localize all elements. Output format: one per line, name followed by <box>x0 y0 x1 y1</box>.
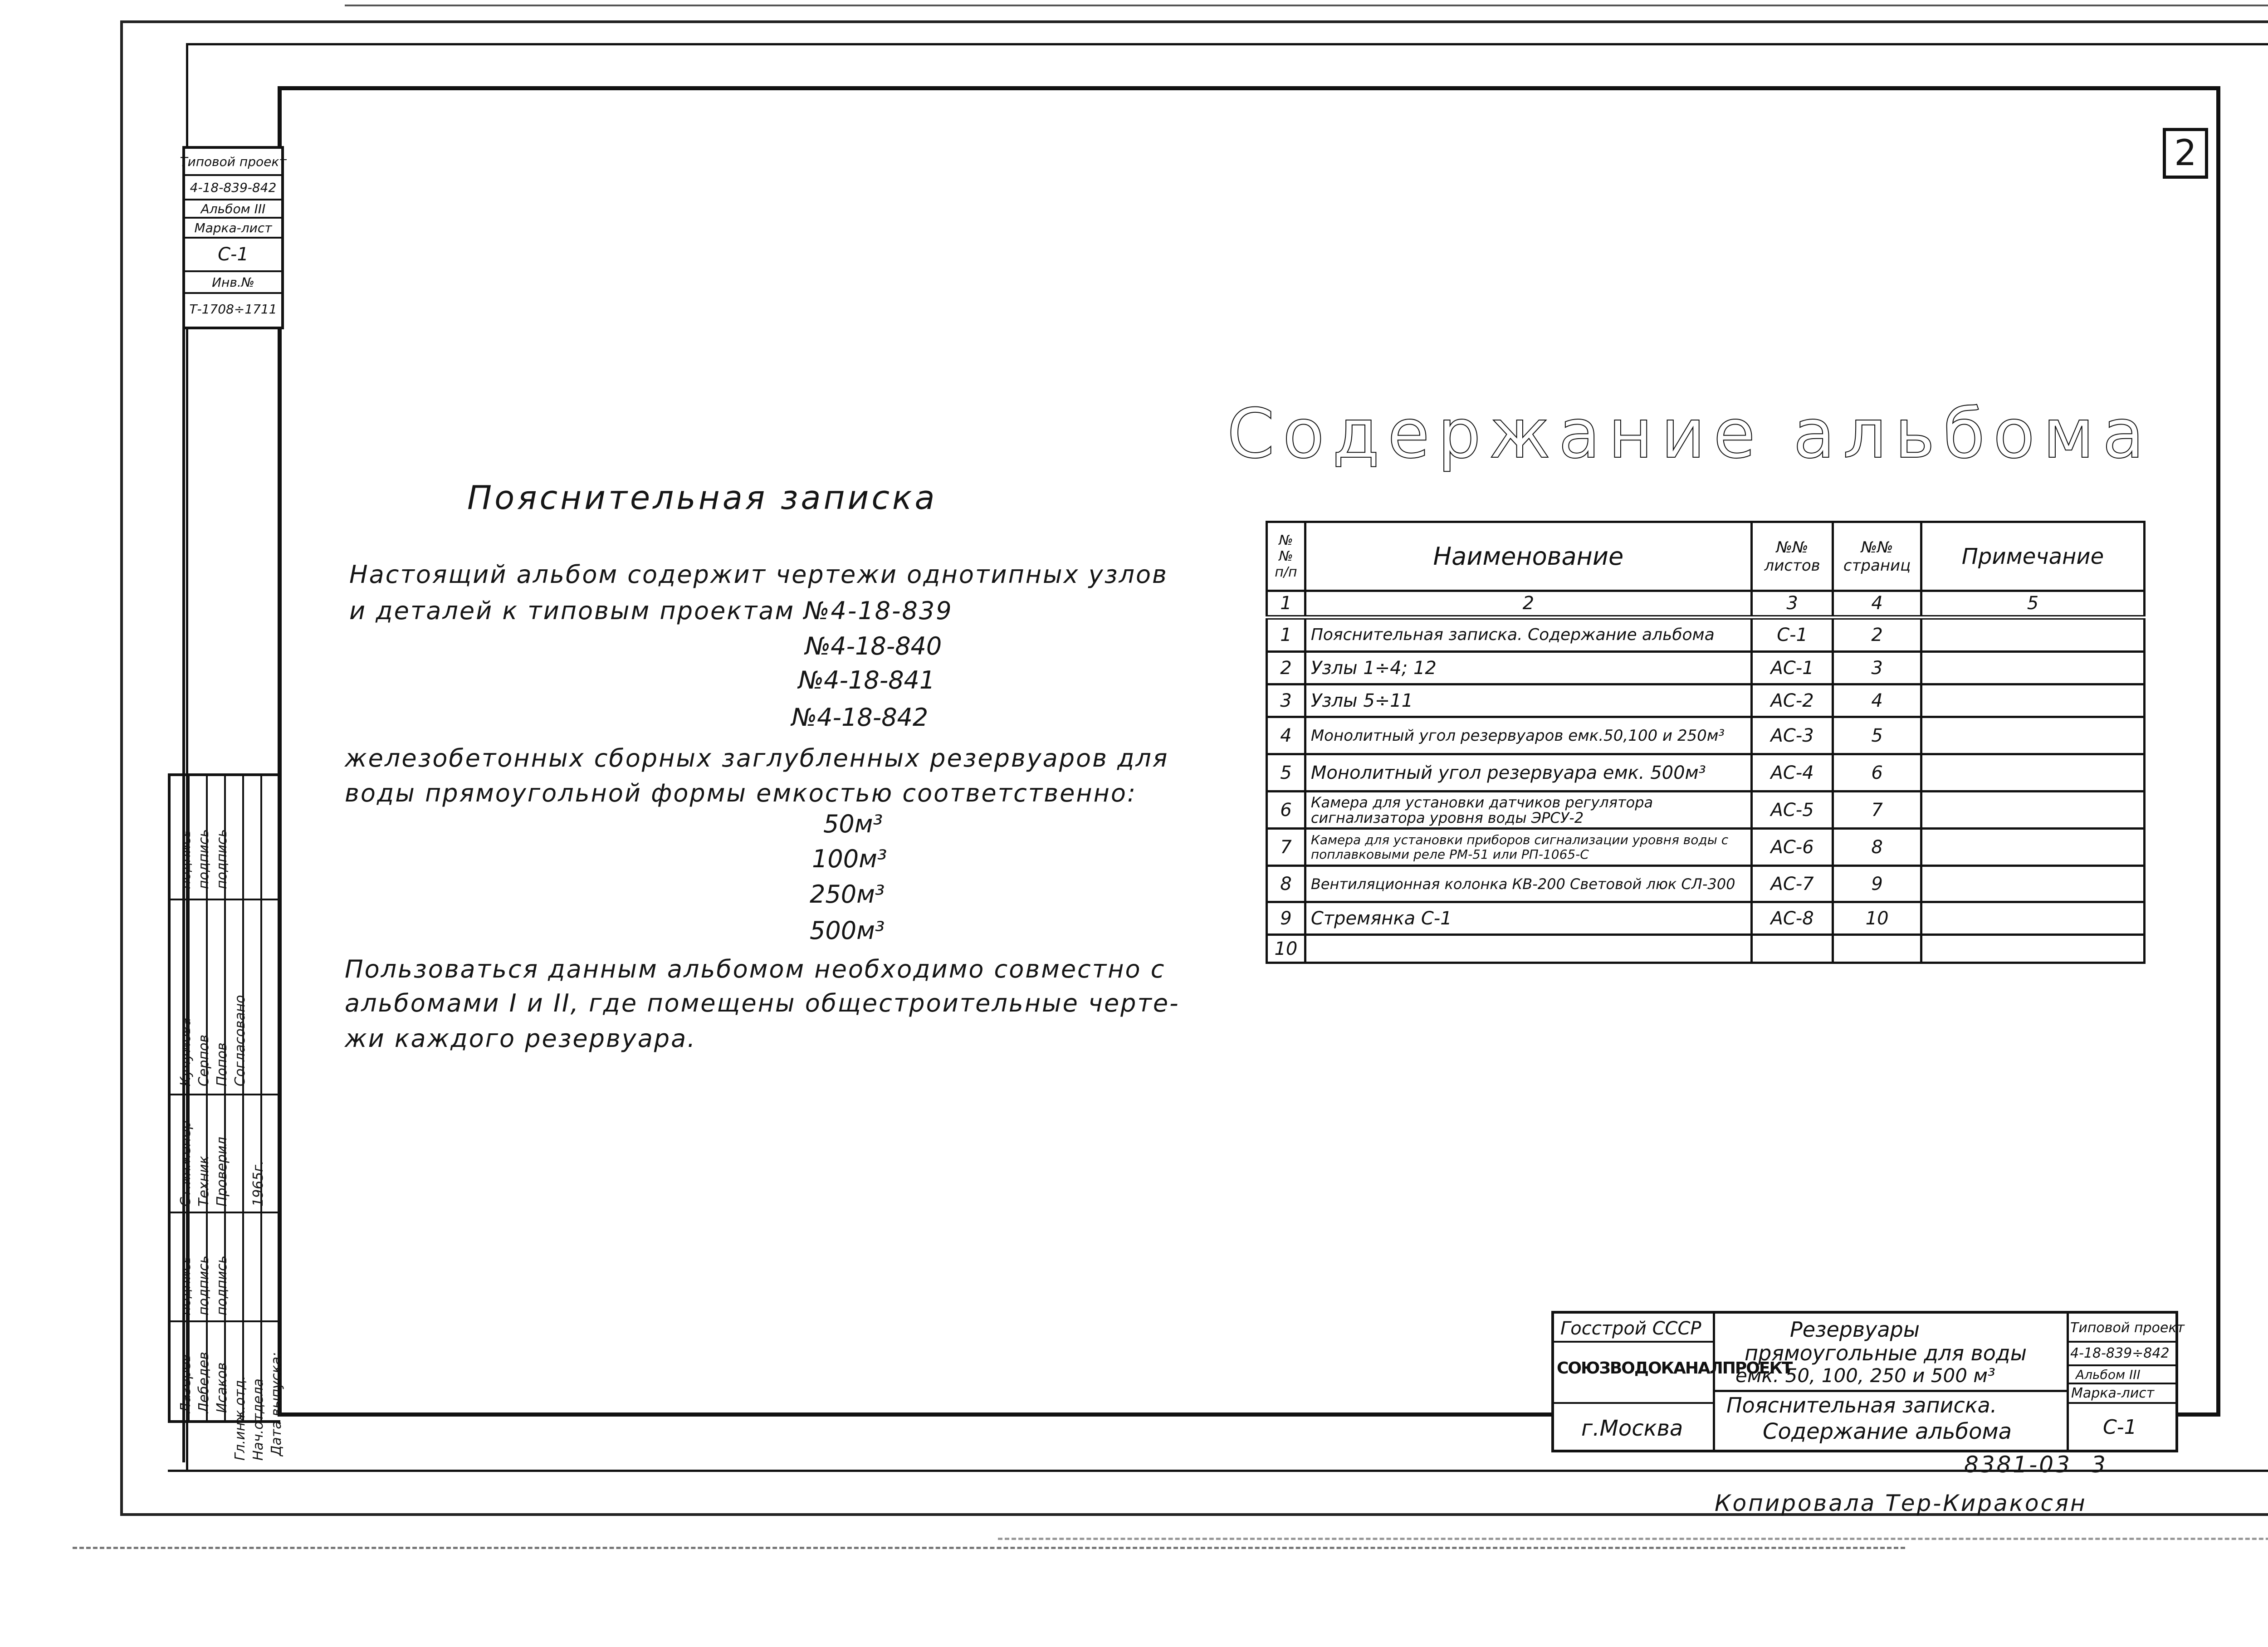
note-capacity-2: 100м³ <box>812 845 887 873</box>
row-num: 9 <box>1267 902 1305 935</box>
sig-col2-2: Серпов <box>196 1034 212 1086</box>
row-name: Стремянка С-1 <box>1305 902 1751 935</box>
note-line-7: жи каждого резервуара. <box>345 1024 697 1053</box>
tb-project-number: 4-18-839÷842 <box>2070 1345 2170 1361</box>
header-sheets: №№ листов <box>1751 522 1833 591</box>
note-project-4: №4-18-842 <box>792 703 929 732</box>
sig-col3-1: подпись <box>178 829 194 889</box>
row-sheet: С-1 <box>1751 617 1833 652</box>
row-page: 6 <box>1833 754 1921 792</box>
contents-header-row <box>1267 522 2145 591</box>
row-page: 10 <box>1833 902 1921 935</box>
row-sheet: АС-4 <box>1751 754 1833 792</box>
row-sheet: АС-5 <box>1751 792 1833 829</box>
row-name: Узлы 5÷11 <box>1305 684 1751 717</box>
table-row <box>1267 866 2145 902</box>
row-sheet: АС-8 <box>1751 902 1833 935</box>
header-note: Примечание <box>1921 522 2144 591</box>
sig-col5-1: Лазерев <box>178 1354 194 1413</box>
col-number: 3 <box>1751 591 1833 617</box>
row-name: Вентиляционная колонка КВ-200 Световой люк СЛ-300 <box>1310 875 1735 893</box>
row-note <box>1921 652 2144 684</box>
row-note <box>1921 684 2144 717</box>
row-sheet: АС-7 <box>1751 866 1833 902</box>
row-num: 1 <box>1267 617 1305 652</box>
row-page: 8 <box>1833 829 1921 866</box>
side-inv-label: Инв.№ <box>185 272 281 294</box>
row-note <box>1921 754 2144 792</box>
col-number: 5 <box>1921 591 2144 617</box>
side-inv-number: Т-1708÷1711 <box>189 301 277 317</box>
col-number-row <box>1267 591 2145 617</box>
inner-frame-top <box>186 43 2268 45</box>
note-line-1: Настоящий альбом содержит чертежи однотипных узлов <box>349 560 1168 589</box>
row-page: 3 <box>1833 652 1921 684</box>
row-page: 7 <box>1833 792 1921 829</box>
note-title: Пояснительная записка <box>467 479 938 517</box>
row-note <box>1921 935 2144 963</box>
header-pages: №№ страниц <box>1833 522 1921 591</box>
sig-col1-2: Техник <box>196 1156 212 1207</box>
tb-mark-sheet-label: Марка-лист <box>2071 1385 2155 1401</box>
table-row <box>1267 717 2145 754</box>
tb-org1: Госстрой СССР <box>1560 1318 1701 1339</box>
side-album: Альбом III <box>185 200 281 219</box>
table-row <box>1267 902 2145 935</box>
dash-line-bottom <box>73 1547 1905 1549</box>
table-row <box>1267 617 2145 652</box>
sig-col6-1: подпись <box>178 1256 194 1315</box>
contents-title: Содержание альбома <box>1227 395 2152 474</box>
footer-copied-by: Копировала Тер-Киракосян <box>1715 1490 2087 1516</box>
table-row <box>1267 754 2145 792</box>
row-num: 8 <box>1267 866 1305 902</box>
tb-mark: С-1 <box>2103 1416 2137 1439</box>
col-number: 4 <box>1833 591 1921 617</box>
sig-col1-1: Ст.инженер <box>178 1120 194 1207</box>
row-num: 5 <box>1267 754 1305 792</box>
row-name: Монолитный угол резервуара емк. 500м³ <box>1305 754 1751 792</box>
tb-object-1: Резервуары <box>1790 1317 1920 1342</box>
row-note <box>1921 902 2144 935</box>
header-name: Наименование <box>1305 522 1751 591</box>
title-block <box>1551 1311 2185 1452</box>
note-capacity-1: 50м³ <box>823 810 883 838</box>
row-num: 3 <box>1267 684 1305 717</box>
sig-col6-3: подпись <box>214 1256 230 1315</box>
footer-sheet-number: 3 <box>2091 1452 2106 1478</box>
sig-date-year: 1965г. <box>250 1160 266 1207</box>
table-row <box>1267 684 2145 717</box>
row-sheet: АС-6 <box>1751 829 1833 866</box>
col-number: 1 <box>1267 591 1305 617</box>
side-stamp <box>180 146 287 329</box>
row-name: Монолитный угол резервуаров емк.50,100 и 250м³ <box>1305 717 1751 754</box>
tb-object-3: емк. 50, 100, 250 и 500 м³ <box>1735 1364 1995 1387</box>
sig-col5-3: Исаков <box>214 1362 230 1413</box>
side-project-label: Типовой проект <box>185 149 281 176</box>
row-page: 4 <box>1833 684 1921 717</box>
row-name: Камера для установки приборов сигнализации уровня воды с поплавковыми реле РМ-51 или РП-1065-С <box>1310 832 1729 862</box>
note-line-6: альбомами I и II, где помещены общестроительные черте- <box>345 989 1180 1017</box>
row-name <box>1305 935 1751 963</box>
row-page <box>1833 935 1921 963</box>
row-page: 5 <box>1833 717 1921 754</box>
note-capacity-3: 250м³ <box>810 880 885 909</box>
row-name: Пояснительная записка. Содержание альбома <box>1305 617 1751 652</box>
sig-col2-1: Кучумова <box>178 1017 194 1086</box>
inner-frame-bottom <box>168 1470 2268 1472</box>
note-line-3: железобетонных сборных заглубленных резервуаров для <box>345 744 1169 772</box>
note-line-5: Пользоваться данным альбомом необходимо совместно с <box>345 955 1166 983</box>
row-name: Узлы 1÷4; 12 <box>1305 652 1751 684</box>
note-line-2: и деталей к типовым проектам №4-18-839 <box>349 596 953 625</box>
row-sheet: АС-1 <box>1751 652 1833 684</box>
tb-project-label: Типовой проект <box>2070 1320 2185 1336</box>
row-sheet: АС-3 <box>1751 717 1833 754</box>
row-num: 6 <box>1267 792 1305 829</box>
col-number: 2 <box>1305 591 1751 617</box>
row-note <box>1921 792 2144 829</box>
row-note <box>1921 829 2144 866</box>
sig-col3-3: подпись <box>214 829 230 889</box>
row-page: 2 <box>1833 617 1921 652</box>
contents-table <box>1266 521 2146 964</box>
sig-col3-2: подпись <box>196 829 212 889</box>
tb-sheet-title-1: Пояснительная записка. <box>1726 1393 1997 1417</box>
sig-col2-3: Попов <box>214 1042 230 1086</box>
row-num: 4 <box>1267 717 1305 754</box>
header-num: №№ п/п <box>1267 522 1305 591</box>
note-capacity-4: 500м³ <box>810 916 885 945</box>
row-sheet <box>1751 935 1833 963</box>
tb-city: г.Москва <box>1581 1416 1683 1441</box>
row-note <box>1921 617 2144 652</box>
page-number-box <box>2163 128 2208 179</box>
sig-col4-1: Нач.отдела <box>250 1378 266 1461</box>
table-row <box>1267 829 2145 866</box>
row-num: 7 <box>1267 829 1305 866</box>
table-row <box>1267 792 2145 829</box>
tb-album: Альбом III <box>2076 1367 2141 1382</box>
row-name: Камера для установки датчиков регулятора сигнализатора уровня воды ЭРСУ-2 <box>1310 793 1653 826</box>
sig-col4-4: Дата выпуска: <box>269 1352 284 1456</box>
side-mark-sheet-label: Марка-лист <box>185 219 281 239</box>
row-num: 10 <box>1267 935 1305 963</box>
sig-col2-4: Согласовано <box>232 995 248 1086</box>
page-number: 2 <box>2174 133 2197 174</box>
tb-object-2: прямоугольные для воды <box>1745 1341 2027 1365</box>
dash-line-bottom-2 <box>998 1538 2268 1540</box>
sig-col4-2: Гл.инж.отд. <box>232 1375 248 1461</box>
tb-org2: СОЮЗВОДОКАНАЛПРОЕКТ <box>1557 1359 1792 1378</box>
tb-sheet-title-2: Содержание альбома <box>1763 1419 2012 1444</box>
side-mark: С-1 <box>185 239 281 272</box>
row-note <box>1921 866 2144 902</box>
row-note <box>1921 717 2144 754</box>
row-sheet: АС-2 <box>1751 684 1833 717</box>
sig-col5-2: Лебедев <box>196 1352 212 1413</box>
note-project-2: №4-18-840 <box>805 632 942 660</box>
table-row <box>1267 935 2145 963</box>
sig-col1-3: Проверил <box>214 1137 230 1207</box>
row-page: 9 <box>1833 866 1921 902</box>
footer-order-number: 8381-03 <box>1964 1452 2072 1478</box>
table-row <box>1267 652 2145 684</box>
side-project-number: 4-18-839-842 <box>185 176 281 200</box>
row-num: 2 <box>1267 652 1305 684</box>
top-edge-line <box>345 5 2268 6</box>
note-line-4: воды прямоугольной формы емкостью соответственно: <box>345 779 1137 807</box>
note-project-3: №4-18-841 <box>798 666 935 694</box>
sig-col6-2: подпись <box>196 1256 212 1315</box>
